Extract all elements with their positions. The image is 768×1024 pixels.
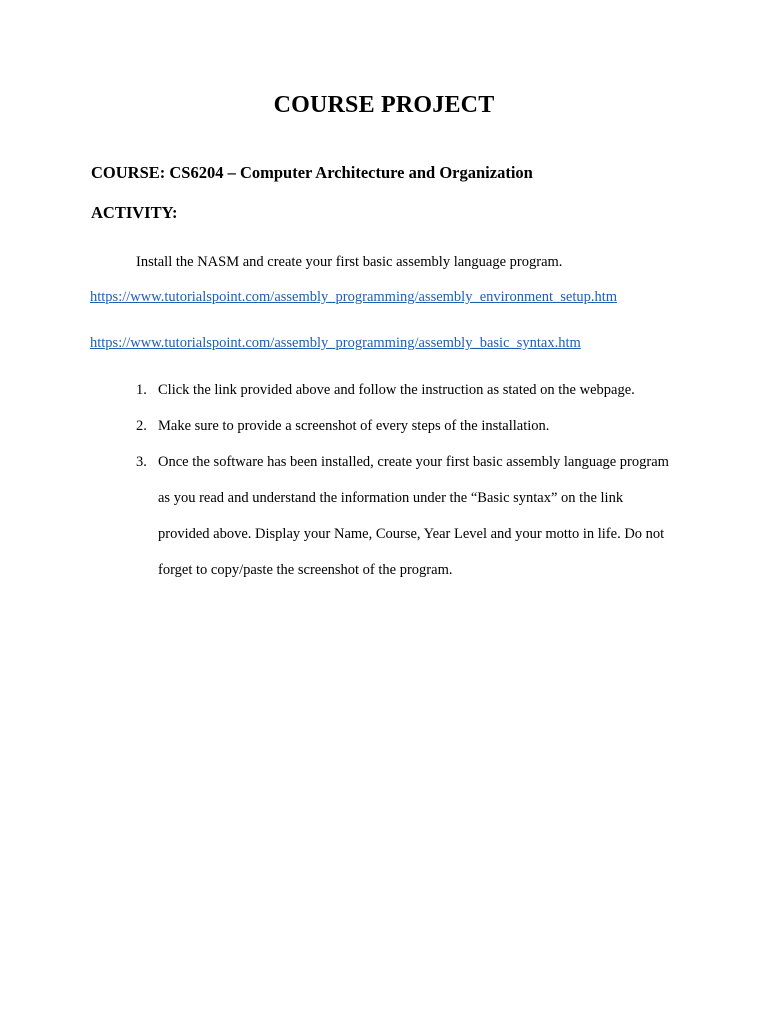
list-item-number: 1. <box>136 382 147 398</box>
environment-setup-link[interactable]: https://www.tutorialspoint.com/assembly_programming/assembly_environment_setup.htm <box>90 289 618 305</box>
instruction-list <box>136 372 696 588</box>
list-item-number: 3. <box>136 454 147 470</box>
list-item-text: Once the software has been installed, create your first basic assembly language program as you read and understand the information under the “Basic syntax” on the link provided above. Display your Name, Course, Year Level and your motto in life. Do not forget to copy/paste the screenshot of the program. <box>158 454 669 578</box>
basic-syntax-link[interactable]: https://www.tutorialspoint.com/assembly_programming/assembly_basic_syntax.htm <box>90 335 581 351</box>
course-heading: COURSE: CS6204 – Computer Architecture and Organization <box>91 163 533 182</box>
activity-heading: ACTIVITY: <box>91 203 178 222</box>
list-item-number: 2. <box>136 418 147 434</box>
document-title: COURSE PROJECT <box>273 92 495 118</box>
list-item <box>136 444 696 588</box>
list-item <box>136 372 696 408</box>
list-item-text: Click the link provided above and follow the instruction as stated on the webpage. <box>158 382 635 398</box>
list-item-text: Make sure to provide a screenshot of every steps of the installation. <box>158 418 550 434</box>
activity-intro: Install the NASM and create your first basic assembly language program. <box>136 254 563 270</box>
list-item <box>136 408 696 444</box>
